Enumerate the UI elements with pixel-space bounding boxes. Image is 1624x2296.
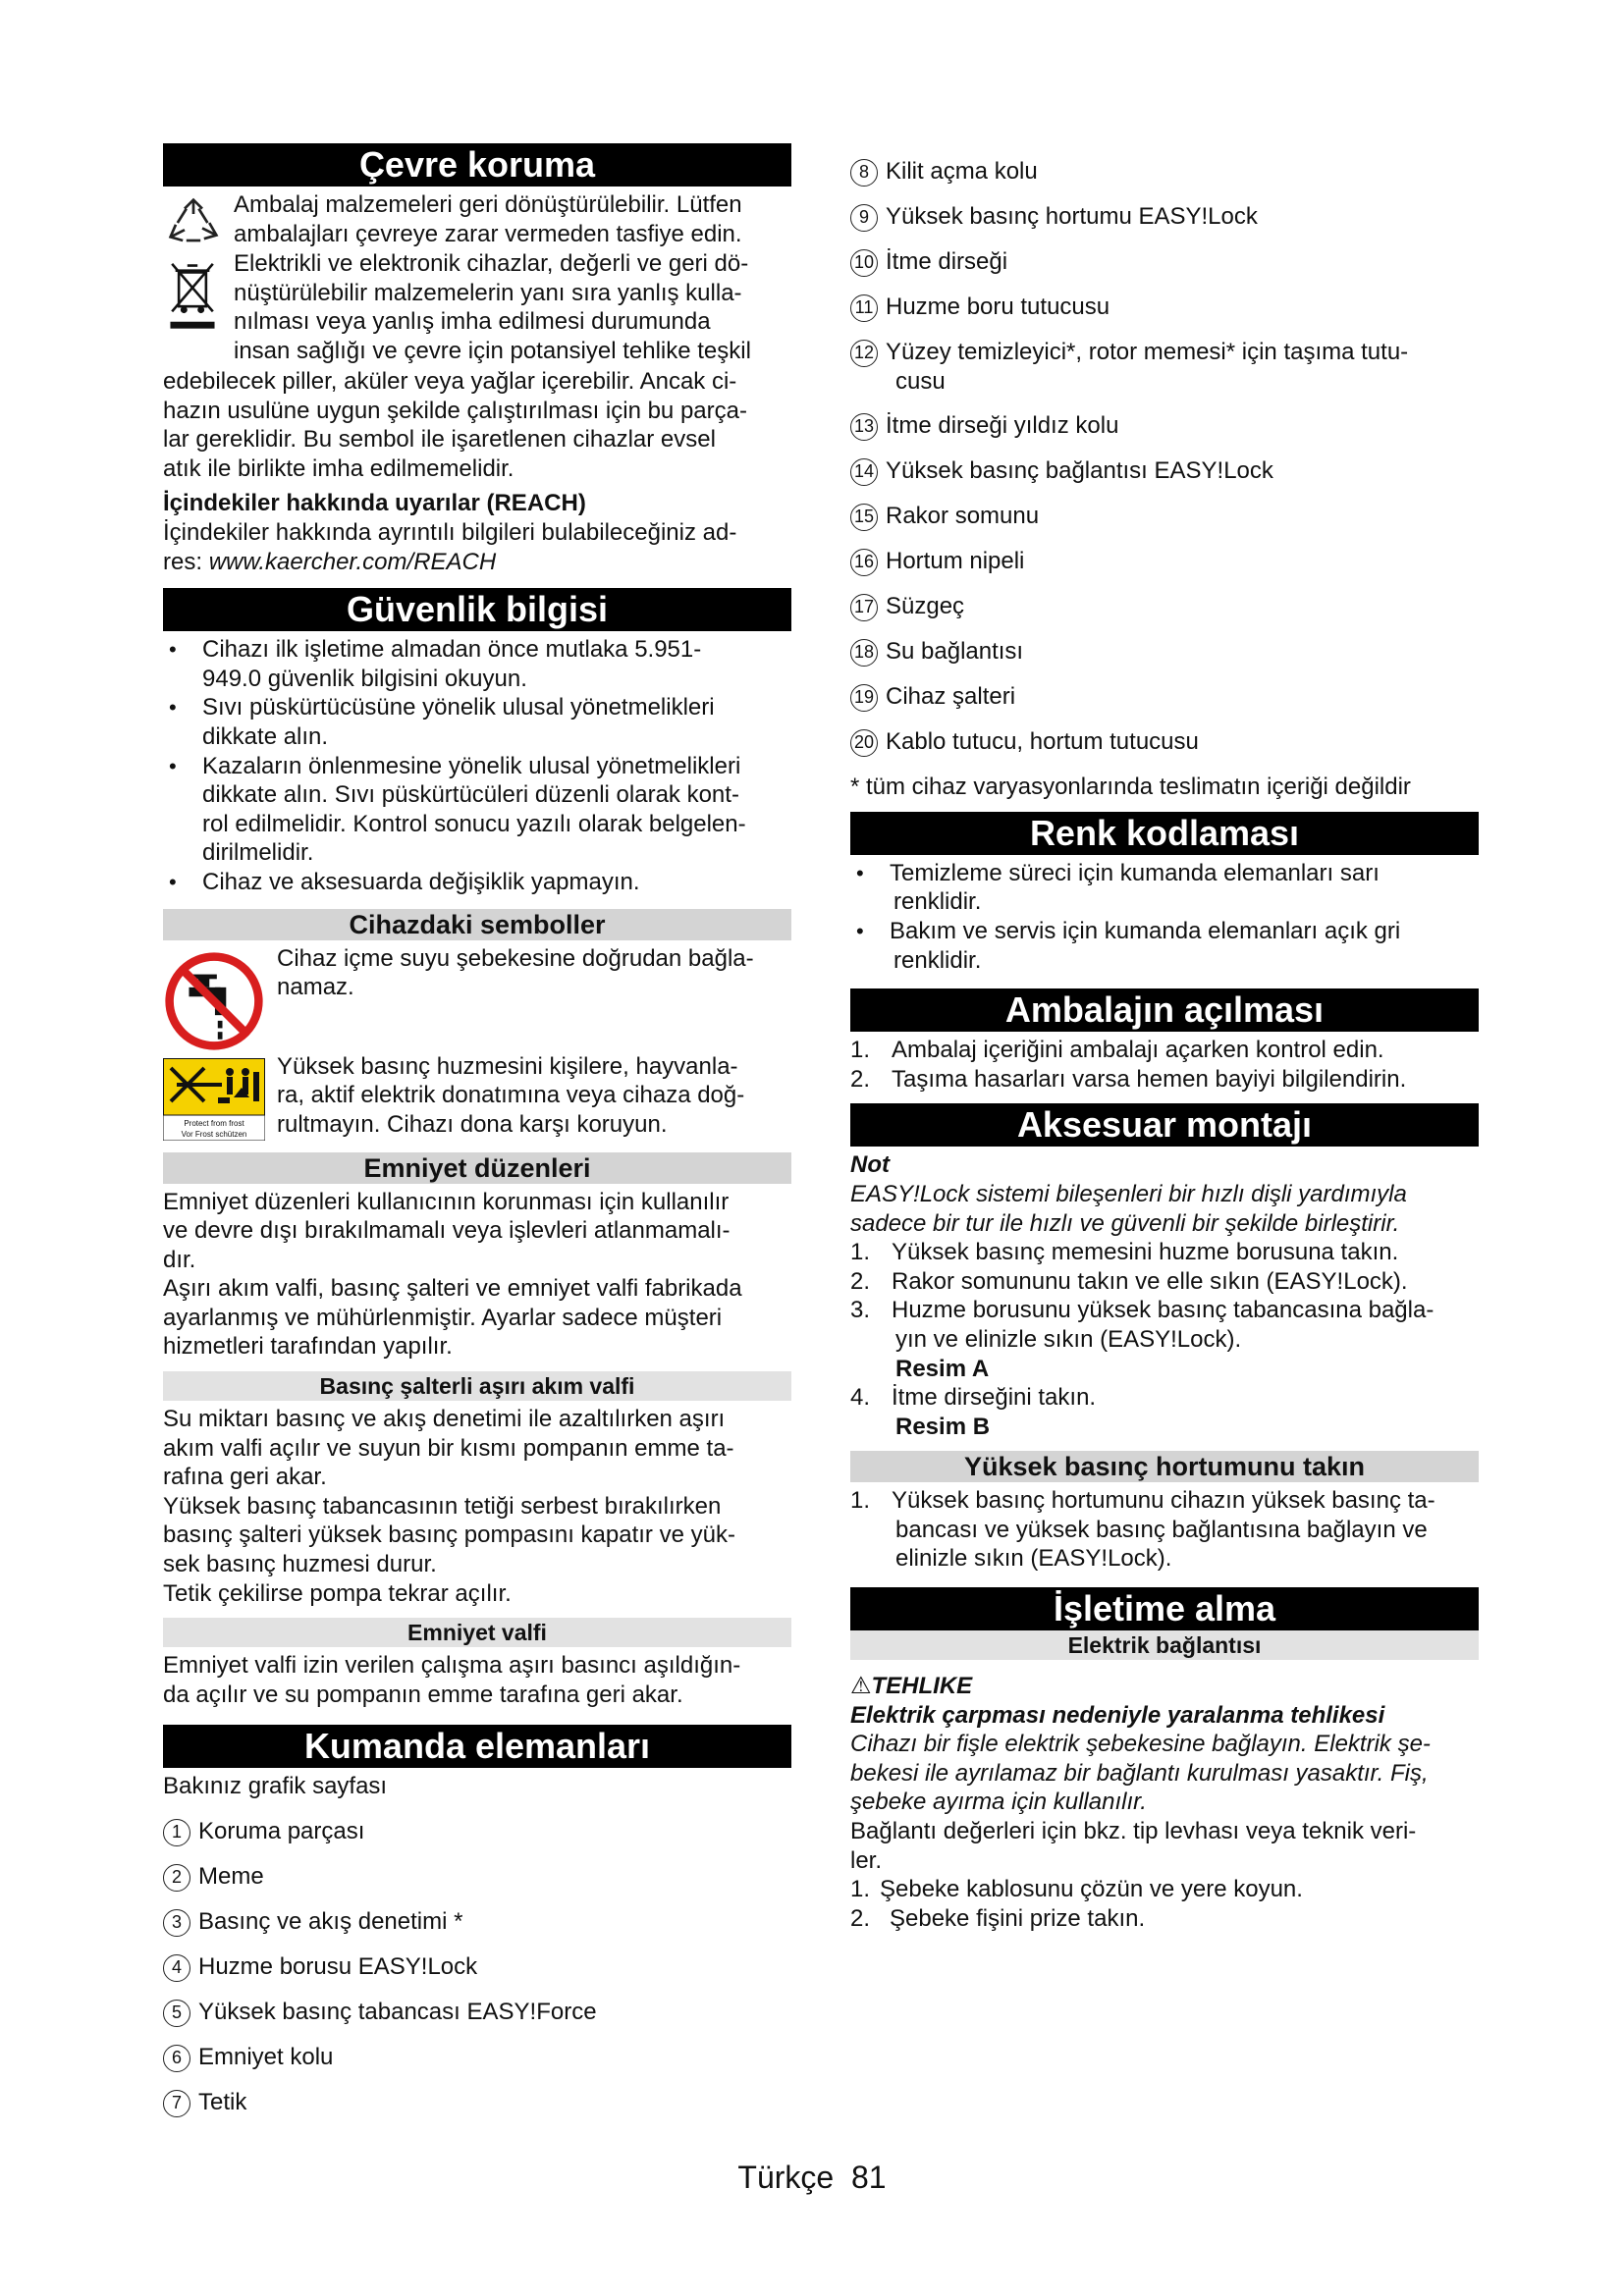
high-pressure-warning-icon xyxy=(163,1058,265,1141)
electrical-steps xyxy=(850,1875,1479,1933)
note-label: Not xyxy=(850,1151,890,1179)
symbol-label-en: Protect from frost xyxy=(184,1118,244,1128)
danger-heading: Elektrik çarpması nedeniyle yaralanma tehlikesi xyxy=(850,1701,1385,1729)
list-item: 1. Ambalaj içeriğini ambalajı açarken kontrol edin. xyxy=(850,1037,1384,1064)
control-item: 20 Kablo tutucu, hortum tutucusu xyxy=(850,727,1479,757)
section-title-electrical: Elektrik bağlantısı xyxy=(850,1630,1479,1660)
control-item: 10 İtme dirseği xyxy=(850,247,1479,277)
number-circle: 3 xyxy=(163,1909,190,1937)
recycle-notice: Ambalaj malzemeleri geri dönüştürülebilir. Lütfen ambalajları çevreye zarar vermeden tasfiye edin. xyxy=(163,190,791,249)
weee-notice: Elektrikli ve elektronik cihazlar, değerli ve geri dö- nüştürülebilir malzemelerin yanı sıra yanlış kulla- nılması veya yanlış imha edilmesi durumunda insan sağlığı ve çevre için potansiyel tehlike teşkil xyxy=(163,249,791,367)
number-circle: 16 xyxy=(850,549,878,576)
control-item: 8 Kilit açma kolu xyxy=(850,157,1479,187)
section-title-hose: Yüksek basınç hortumunu takın xyxy=(850,1451,1479,1482)
list-item: 4. İtme dirseğini takın. Resim B xyxy=(850,1383,1479,1441)
section-title-safety-valve: Emniyet valfi xyxy=(163,1618,791,1647)
section-title-accessory: Aksesuar montajı xyxy=(850,1103,1479,1147)
control-item: 2 Meme xyxy=(163,1862,791,1892)
symbol-high-pressure-warning: Protect from frost Vor Frost schützen Yüksek basınç huzmesini kişilere, hayvanla- ra, aktif elektrik donatımına veya cihaza doğ- rultmayın. Cihazı dona karşı koruyun. xyxy=(163,1052,791,1143)
control-item: 17 Süzgeç xyxy=(850,592,1479,621)
list-item: 2. Şebeke fişini prize takın. xyxy=(850,1904,1146,1932)
section-title-safety-devices: Emniyet düzenleri xyxy=(163,1152,791,1184)
left-column: Çevre koruma Ambalaj malzemeleri geri dönüştürülebilir. Lütfen ambalajları çevreye zarar vermeden tasfiye edin. Elektrikli ve elektronik cihazlar, değerli ve geri dö- nüştürülebilir malzemelerin yanı sıra yanlış kulla- nılması veya yanlış imha edilmesi durumunda insan sağlığı ve çevre için potansiyel tehlike teşkil edebilecek piller, aküler veya yağlar içerebilir. Ancak ci- hazın usulüne uygun şekilde çalıştırılması için bu parça- lar gereklidir. Bu sembol ile işaretlenen cihazlar evsel atık ile birlikte imha edilmemelidir. İçindekiler hakkında uyarılar (REACH) İçindekiler hakkında ayrıntılı bilgileri bulabileceğiniz ad- res: www.kaercher.com/REACH Güvenlik bilgisi • Cihazı ilk işletime almadan önce mutlaka 5.951- 949.0 güvenlik bilgisini okuyun. • Sıvı püskürtücüsüne yönelik ulusal yönetmelikleri dikkate alın. • Kazaların önlenmesine yönelik ulusal yönetmelikleri dikkate alın. Sıvı püskürtücüleri düzenli olarak kont- rol edilmelidir. Kontrol sonucu yazılı olarak belgelen- dirilmelidir. • Cihaz ve aksesuarda değişiklik yapmayın. Cihazdaki semboller Cihaz içme suyu şebekesine doğrudan bağla- namaz. Protect from frost Vor Frost schützen Yüksek basınç huzmesini kişilere, hayvanla- ra, aktif elektrik donatımına veya cihaza doğ- rultmayın. Cihazı dona karşı koruyun. Emniyet düzenleri Emniyet düzenleri kullanıcının korunması için kullanılır ve devre dışı bırakılmamalı veya işlevleri atlanmamalı- dır. Aşırı akım valfi, basınç şalteri ve emniyet valfi fabrikada ayarlanmış ve mühürlenmiştir. Ayarlar sadece müşteri hizmetleri tarafından yapılır. Basınç şalterli aşırı akım valfi Su miktarı basınç ve akış denetimi ile azaltılırken aşırı akım valfi açılır ve suyun bir kısmı pompanın emme ta- rafına geri akar. Yüksek basınç tabancasının tetiği serbest bırakılırken basınç şalteri yüksek basınç pompasını kapatır ve yük- sek basınç huzmesi durur. Tetik çekilirse pompa tekrar açılır. Emniyet valfi Emniyet valfi izin verilen çalışma aşırı basıncı aşıldığın- da açılır ve su pompanın emme tarafına geri akar. Kumanda elemanları Bakınız grafik sayfası 1 Koruma parçası 2 Meme 3 Basınç ve akış denetimi * 4 Huzme borusu EASY!Lock 5 Yüksek basınç tabancası EASY!Force 6 Emniyet kolu 7 Tetik xyxy=(163,143,791,2133)
number-circle: 11 xyxy=(850,294,878,322)
accessory-steps xyxy=(850,1238,1479,1441)
control-item: 16 Hortum nipeli xyxy=(850,547,1479,576)
symbol-no-drinking-water: Cihaz içme suyu şebekesine doğrudan bağla- namaz. xyxy=(163,944,791,1042)
number-circle: 12 xyxy=(850,340,878,367)
list-item: • Cihazı ilk işletime almadan önce mutlaka 5.951- 949.0 güvenlik bilgisini okuyun. xyxy=(163,635,791,693)
unpack-steps xyxy=(850,1036,1479,1094)
list-item: 2. Taşıma hasarları varsa hemen bayiyi bilgilendirin. xyxy=(850,1065,1407,1093)
crossed-bin-icon xyxy=(167,253,218,336)
list-item: 1. Yüksek basınç hortumunu cihazın yüksek basınç ta- bancası ve yüksek basınç bağlantısına bağlayın ve elinizle sıkın (EASY!Lock). xyxy=(850,1487,1435,1573)
hose-steps xyxy=(850,1486,1479,1574)
number-circle: 13 xyxy=(850,413,878,441)
list-item: • Sıvı püskürtücüsüne yönelik ulusal yönetmelikleri dikkate alın. xyxy=(163,693,791,751)
danger-label: ⚠TEHLIKE xyxy=(850,1673,973,1700)
control-item: 5 Yüksek basınç tabancası EASY!Force xyxy=(163,1998,791,2027)
control-item: 18 Su bağlantısı xyxy=(850,637,1479,667)
section-title-symbols: Cihazdaki semboller xyxy=(163,909,791,940)
recycle-icon xyxy=(167,196,220,249)
list-item: 1. Şebeke kablosunu çözün ve yere koyun. xyxy=(850,1876,1303,1903)
control-item: 1 Koruma parçası xyxy=(163,1817,791,1846)
number-circle: 9 xyxy=(850,204,878,232)
color-list xyxy=(850,859,1479,975)
reach-title: İçindekiler hakkında uyarılar (REACH) xyxy=(163,490,586,517)
control-item: 15 Rakor somunu xyxy=(850,502,1479,531)
number-circle: 15 xyxy=(850,504,878,531)
number-circle: 5 xyxy=(163,2000,190,2027)
list-item: 1. Yüksek basınç memesini huzme borusuna takın. xyxy=(850,1239,1399,1266)
list-item: • Cihaz ve aksesuarda değişiklik yapmayın. xyxy=(163,868,791,897)
section-title-pressure-valve: Basınç şalterli aşırı akım valfi xyxy=(163,1371,791,1401)
number-circle: 2 xyxy=(163,1864,190,1892)
list-item: • Bakım ve servis için kumanda elemanları açık gri renklidir. xyxy=(850,917,1479,975)
number-circle: 4 xyxy=(163,1954,190,1982)
number-circle: 20 xyxy=(850,729,878,757)
section-title-environment: Çevre koruma xyxy=(163,143,791,187)
control-item: 9 Yüksek basınç hortumu EASY!Lock xyxy=(850,202,1479,232)
control-item: 12 Yüzey temizleyici*, rotor memesi* için taşıma tutu- cusu xyxy=(850,338,1479,396)
list-item: 2. Rakor somununu takın ve elle sıkın (EASY!Lock). xyxy=(850,1267,1408,1295)
section-title-controls: Kumanda elemanları xyxy=(163,1725,791,1768)
list-item: 3. Huzme borusunu yüksek basınç tabancasına bağla- yın ve elinizle sıkın (EASY!Lock). Resim A xyxy=(850,1296,1479,1383)
section-title-safety: Güvenlik bilgisi xyxy=(163,588,791,631)
reach-link[interactable]: www.kaercher.com/REACH xyxy=(208,548,497,575)
control-item: 7 Tetik xyxy=(163,2088,791,2117)
no-drinking-water-icon xyxy=(163,950,265,1052)
control-item: 4 Huzme borusu EASY!Lock xyxy=(163,1952,791,1982)
control-item: 19 Cihaz şalteri xyxy=(850,682,1479,712)
figure-ref: Resim A xyxy=(895,1355,990,1382)
number-circle: 14 xyxy=(850,458,878,486)
control-item: 6 Emniyet kolu xyxy=(163,2043,791,2072)
reach-address: res: www.kaercher.com/REACH xyxy=(163,548,497,575)
number-circle: 17 xyxy=(850,594,878,621)
symbol-label-de: Vor Frost schützen xyxy=(181,1129,247,1139)
page-footer: Türkçe 81 xyxy=(737,2160,887,2195)
control-item: 11 Huzme boru tutucusu xyxy=(850,293,1479,322)
control-item: 14 Yüksek basınç bağlantısı EASY!Lock xyxy=(850,456,1479,486)
number-circle: 6 xyxy=(163,2045,190,2072)
section-title-startup: İşletime alma xyxy=(850,1587,1479,1630)
warning-triangle-icon: ⚠ xyxy=(850,1673,872,1700)
safety-list xyxy=(163,635,791,896)
number-circle: 7 xyxy=(163,2090,190,2117)
number-circle: 1 xyxy=(163,1819,190,1846)
figure-ref: Resim B xyxy=(895,1413,991,1440)
number-circle: 19 xyxy=(850,684,878,712)
section-title-color-coding: Renk kodlaması xyxy=(850,812,1479,855)
right-column: 8 Kilit açma kolu 9 Yüksek basınç hortumu EASY!Lock 10 İtme dirseği 11 Huzme boru tutucusu 12 Yüzey temizleyici*, rotor memesi* için taşıma tutu- cusu 13 İtme dirseği yıldız kolu 14 Yüksek basınç bağlantısı EASY!Lock 15 Rakor somunu 16 Hortum nipeli 17 Süzgeç 18 Su bağlantısı 19 Cihaz şalteri 20 Kablo tutucu, hortum tutucusu * tüm cihaz varyasyonlarında teslimatın içeriği değildir Renk kodlaması • Temizleme süreci için kumanda elemanları sarı renklidir. • Bakım ve servis için kumanda elemanları açık gri renklidir. Ambalajın açılması 1. Ambalaj içeriğini ambalajı açarken kontrol edin. 2. Taşıma hasarları varsa hemen bayiyi bilgilendirin. Aksesuar montajı Not EASY!Lock sistemi bileşenleri bir hızlı dişli yardımıyla sadece bir tur ile hızlı ve güvenli bir şekilde birleştirir. 1. Yüksek basınç memesini huzme borusuna takın. 2. Rakor somununu takın ve elle sıkın (EASY!Lock). 3. Huzme borusunu yüksek basınç tabancasına bağla- yın ve elinizle sıkın (EASY!Lock). Resim A 4. İtme dirseğini takın. Resim B Yüksek basınç hortumunu takın 1. Yüksek basınç hortumunu cihazın yüksek basınç ta- bancası ve yüksek basınç bağlantısına bağlayın ve elinizle sıkın (EASY!Lock). İşletime alma Elektrik bağlantısı ⚠TEHLIKE Elektrik çarpması nedeniyle yaralanma tehlikesi Cihazı bir fişle elektrik şebekesine bağlayın. Elektrik şe- bekesi ile ayrılamaz bir bağlantı kurulması yasaktır. Fiş, şebeke ayırma için kullanılır. Bağlantı değerleri için bkz. tip levhası veya teknik veri- ler. 1. Şebeke kablosunu çözün ve yere koyun. 2. Şebeke fişini prize takın. xyxy=(850,157,1479,1933)
section-title-unpacking: Ambalajın açılması xyxy=(850,988,1479,1032)
number-circle: 18 xyxy=(850,639,878,667)
list-item: • Kazaların önlenmesine yönelik ulusal yönetmelikleri dikkate alın. Sıvı püskürtücüleri düzenli olarak kont- rol edilmelidir. Kontrol sonucu yazılı olarak belgelen- dirilmelidir. xyxy=(163,752,791,868)
variant-note: * tüm cihaz varyasyonlarında teslimatın içeriği değildir xyxy=(850,774,1411,801)
control-item: 13 İtme dirseği yıldız kolu xyxy=(850,411,1479,441)
number-circle: 8 xyxy=(850,159,878,187)
list-item: • Temizleme süreci için kumanda elemanları sarı renklidir. xyxy=(850,859,1479,917)
control-item: 3 Basınç ve akış denetimi * xyxy=(163,1907,791,1937)
number-circle: 10 xyxy=(850,249,878,277)
